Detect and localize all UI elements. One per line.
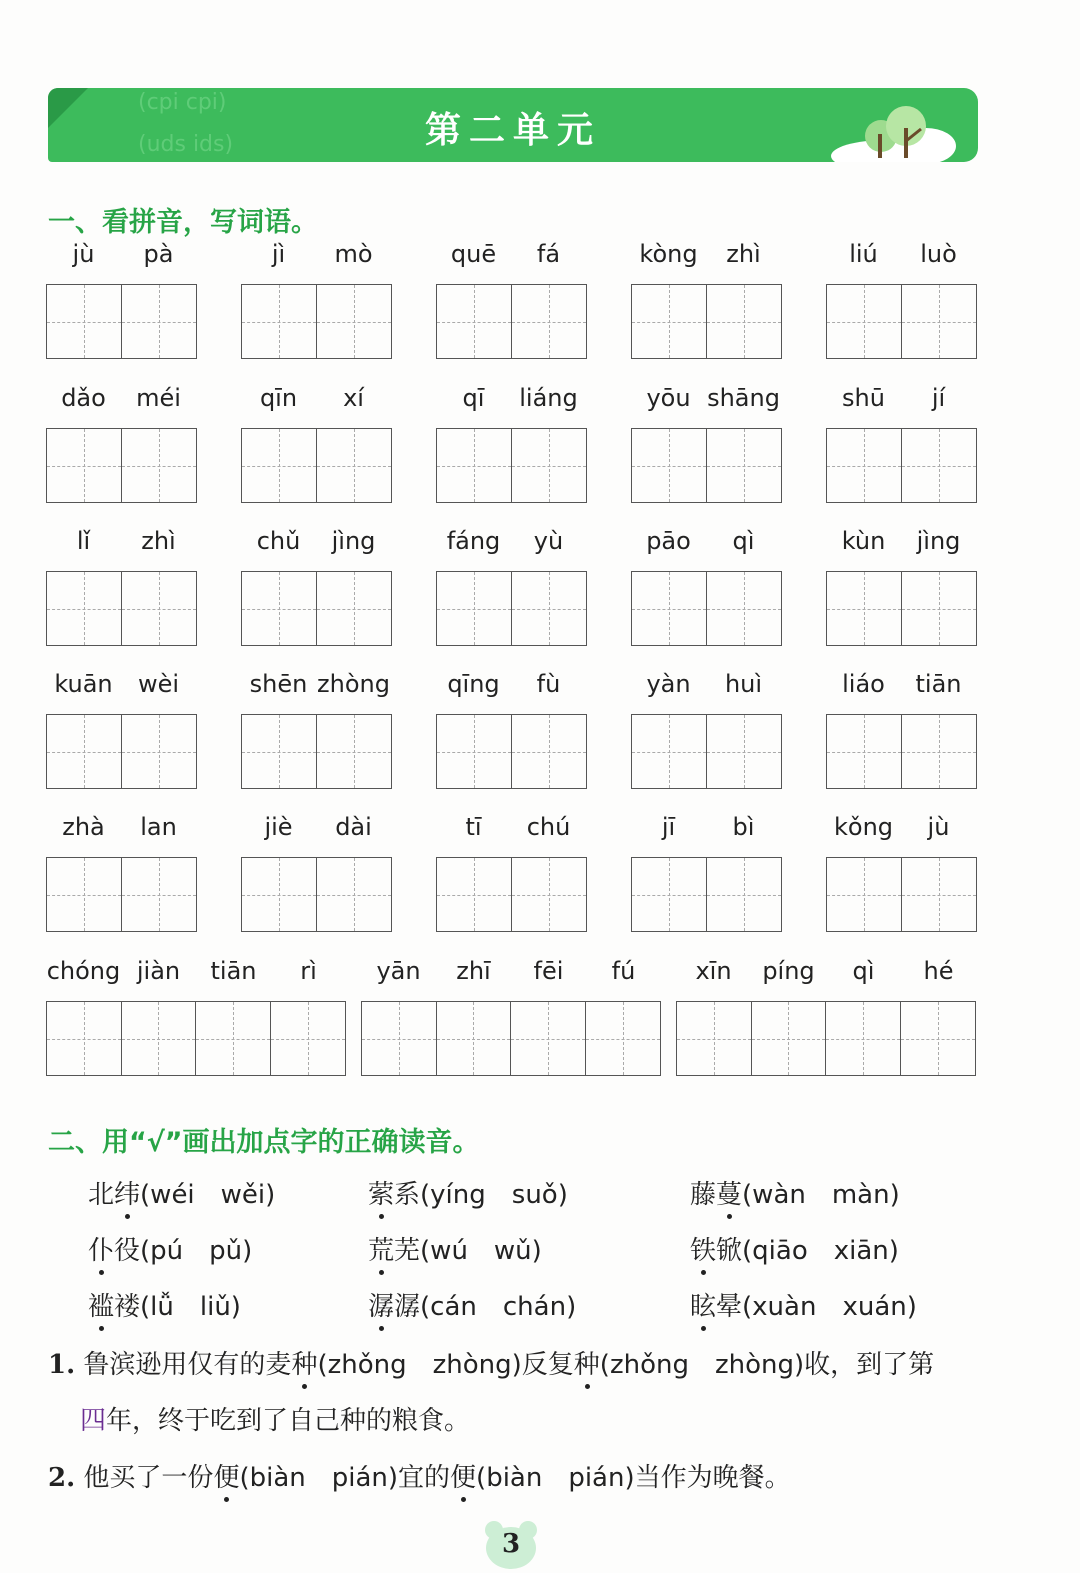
reading-options[interactable]: (wú wǔ) xyxy=(420,1236,542,1266)
pinyin-syllable: rì xyxy=(300,957,317,985)
page-number-badge xyxy=(482,1518,540,1570)
reading-options[interactable]: (pú pǔ) xyxy=(140,1236,253,1266)
sentence-number: 2. xyxy=(48,1463,76,1493)
writing-box-pair[interactable] xyxy=(436,428,587,503)
writing-box-pair[interactable] xyxy=(241,428,392,503)
word-block xyxy=(631,670,782,800)
word-char: 役 xyxy=(114,1236,141,1266)
writing-box-pair[interactable] xyxy=(631,284,782,359)
pinyin-syllable: zhà xyxy=(62,813,105,841)
word-block xyxy=(826,240,977,370)
pinyin-syllable: qì xyxy=(732,527,755,555)
writing-cell[interactable] xyxy=(317,285,392,358)
dotted-char: 纬 xyxy=(114,1174,140,1211)
dotted-char: 眩 xyxy=(690,1286,716,1323)
pinyin-syllable: jìng xyxy=(916,527,961,555)
pinyin-syllable: pāo xyxy=(646,527,691,555)
writing-box-pair[interactable] xyxy=(436,284,587,359)
writing-cell[interactable] xyxy=(707,285,782,358)
writing-box-pair[interactable] xyxy=(436,714,587,789)
word-block xyxy=(826,527,977,657)
writing-cell[interactable] xyxy=(632,858,707,931)
writing-box-pair[interactable] xyxy=(631,714,782,789)
writing-box-pair[interactable] xyxy=(241,857,392,932)
writing-cell[interactable] xyxy=(827,572,902,645)
pinyin-syllable: jù xyxy=(72,240,95,268)
pinyin-syllable: méi xyxy=(136,384,181,412)
dotted-char: 萦 xyxy=(368,1174,394,1211)
pinyin-syllable: zhòng xyxy=(317,670,390,698)
writing-box-quad[interactable] xyxy=(676,1001,976,1076)
pinyin-syllable: qīng xyxy=(447,670,500,698)
writing-cell[interactable] xyxy=(512,858,587,931)
writing-cell[interactable] xyxy=(827,429,902,502)
pinyin-syllable: mò xyxy=(334,240,373,268)
unit-title: 第二单元 xyxy=(424,110,601,151)
writing-cell[interactable] xyxy=(632,572,707,645)
pinyin-syllable: jiàn xyxy=(136,957,181,985)
sentence-1-line2 xyxy=(80,1400,470,1437)
writing-box-pair[interactable] xyxy=(436,571,587,646)
section1-heading: 一、看拼音，写词语。 xyxy=(48,207,318,238)
writing-box-pair[interactable] xyxy=(826,714,977,789)
pinyin-syllable: zhì xyxy=(141,527,176,555)
word-char: 锨 xyxy=(716,1236,743,1266)
writing-cell[interactable] xyxy=(437,1002,512,1075)
writing-box-pair[interactable] xyxy=(826,428,977,503)
banner-faint-text: (uds ids) xyxy=(138,132,234,157)
choice-item xyxy=(368,1174,568,1211)
writing-box-pair[interactable] xyxy=(826,857,977,932)
writing-cell[interactable] xyxy=(271,1002,346,1075)
sentence-options[interactable]: (biàn pián)当作为晚餐。 xyxy=(476,1463,791,1493)
writing-cell[interactable] xyxy=(47,285,122,358)
dotted-char: 便 xyxy=(450,1457,476,1494)
word-block xyxy=(241,384,392,514)
word-char: 芜 xyxy=(394,1236,421,1266)
reading-options[interactable]: (yíng suǒ) xyxy=(420,1180,568,1210)
word-block xyxy=(436,384,587,514)
writing-box-pair[interactable] xyxy=(631,428,782,503)
pinyin-syllable: dǎo xyxy=(61,384,106,412)
pinyin-syllable: shēn xyxy=(249,670,308,698)
pinyin-syllable: jù xyxy=(927,813,950,841)
sentence-1 xyxy=(48,1344,934,1381)
writing-cell[interactable] xyxy=(196,1002,271,1075)
word-char: 褛 xyxy=(114,1292,141,1322)
writing-box-pair[interactable] xyxy=(826,284,977,359)
writing-cell[interactable] xyxy=(707,715,782,788)
sentence-options[interactable]: (zhǒng zhòng)收，到了第 xyxy=(599,1350,935,1380)
sentence-text: 他买了一份 xyxy=(83,1463,214,1493)
word-block xyxy=(46,240,197,370)
pinyin-syllable: shū xyxy=(842,384,885,412)
writing-cell[interactable] xyxy=(586,1002,661,1075)
writing-cell[interactable] xyxy=(47,1002,122,1075)
pinyin-syllable: chóng xyxy=(46,957,121,985)
word-block xyxy=(46,384,197,514)
writing-cell[interactable] xyxy=(122,1002,197,1075)
word-block xyxy=(241,527,392,657)
word-block xyxy=(826,813,977,943)
choice-item xyxy=(690,1286,917,1323)
banner-faint-text: (cpi cpi) xyxy=(138,90,227,115)
pinyin-syllable: yōu xyxy=(646,384,691,412)
writing-box-pair[interactable] xyxy=(631,857,782,932)
word-block xyxy=(436,240,587,370)
choice-item xyxy=(690,1230,899,1267)
writing-cell[interactable] xyxy=(512,429,587,502)
word-block xyxy=(826,384,977,514)
page-number: 3 xyxy=(501,1529,521,1559)
writing-cell[interactable] xyxy=(317,858,392,931)
word-char: 系 xyxy=(394,1180,421,1210)
dotted-char: 荒 xyxy=(368,1230,394,1267)
word-char: 晕 xyxy=(716,1292,743,1322)
choice-item xyxy=(368,1286,576,1323)
pinyin-syllable: quē xyxy=(450,240,497,268)
writing-cell[interactable] xyxy=(437,429,512,502)
pinyin-syllable: qī xyxy=(462,384,485,412)
writing-cell[interactable] xyxy=(632,715,707,788)
pinyin-syllable: lan xyxy=(140,813,177,841)
writing-cell[interactable] xyxy=(707,429,782,502)
dotted-char: 铁 xyxy=(690,1230,716,1267)
pinyin-syllable: chú xyxy=(526,813,571,841)
writing-cell[interactable] xyxy=(827,715,902,788)
writing-cell[interactable] xyxy=(242,715,317,788)
pinyin-syllable: fù xyxy=(536,670,561,698)
pinyin-syllable: kuān xyxy=(54,670,113,698)
dotted-char: 种 xyxy=(574,1344,600,1381)
word-block xyxy=(241,240,392,370)
pinyin-syllable: píng xyxy=(762,957,815,985)
writing-cell[interactable] xyxy=(437,858,512,931)
writing-cell[interactable] xyxy=(902,429,977,502)
writing-box-quad[interactable] xyxy=(361,1001,661,1076)
pinyin-syllable: bì xyxy=(732,813,755,841)
writing-cell[interactable] xyxy=(512,715,587,788)
pinyin-syllable: liú xyxy=(849,240,878,268)
sentence-2 xyxy=(48,1457,791,1494)
writing-cell[interactable] xyxy=(317,429,392,502)
word-block xyxy=(436,670,587,800)
pinyin-syllable: tiān xyxy=(915,670,962,698)
pinyin-syllable: kòng xyxy=(639,240,698,268)
choice-item xyxy=(88,1174,275,1211)
writing-cell[interactable] xyxy=(437,715,512,788)
pinyin-syllable: jī xyxy=(661,813,676,841)
pinyin-syllable: dài xyxy=(335,813,372,841)
word-char: 北 xyxy=(88,1180,115,1210)
sentence-text: 鲁滨逊用仅有的麦 xyxy=(83,1350,292,1380)
writing-cell[interactable] xyxy=(437,285,512,358)
writing-cell[interactable] xyxy=(362,1002,437,1075)
word-block xyxy=(46,670,197,800)
writing-box-pair[interactable] xyxy=(46,714,197,789)
writing-cell[interactable] xyxy=(826,1002,901,1075)
pinyin-syllable: hé xyxy=(923,957,954,985)
pinyin-syllable: fú xyxy=(611,957,636,985)
pinyin-syllable: liáo xyxy=(842,670,885,698)
dotted-char: 便 xyxy=(213,1457,239,1494)
writing-cell[interactable] xyxy=(902,285,977,358)
pinyin-syllable: qì xyxy=(852,957,875,985)
dotted-char: 仆 xyxy=(88,1230,114,1267)
purple-char: 四 xyxy=(80,1406,107,1436)
pinyin-syllable: wèi xyxy=(137,670,180,698)
word-block xyxy=(631,813,782,943)
writing-cell[interactable] xyxy=(47,858,122,931)
pinyin-syllable: fēi xyxy=(533,957,564,985)
writing-cell[interactable] xyxy=(242,285,317,358)
writing-box-pair[interactable] xyxy=(46,857,197,932)
word-block xyxy=(631,240,782,370)
writing-cell[interactable] xyxy=(47,429,122,502)
writing-cell[interactable] xyxy=(317,572,392,645)
pinyin-syllable: zhī xyxy=(456,957,491,985)
choice-item xyxy=(690,1174,900,1211)
writing-cell[interactable] xyxy=(317,715,392,788)
word-block xyxy=(436,813,587,943)
writing-cell[interactable] xyxy=(122,715,197,788)
writing-box-pair[interactable] xyxy=(436,857,587,932)
pinyin-syllable: jiè xyxy=(264,813,293,841)
word-block-long xyxy=(46,957,346,1087)
writing-cell[interactable] xyxy=(437,572,512,645)
writing-cell[interactable] xyxy=(707,858,782,931)
pinyin-syllable: xí xyxy=(343,384,364,412)
writing-cell[interactable] xyxy=(122,429,197,502)
writing-cell[interactable] xyxy=(242,858,317,931)
writing-cell[interactable] xyxy=(512,285,587,358)
writing-cell[interactable] xyxy=(122,285,197,358)
writing-cell[interactable] xyxy=(827,858,902,931)
writing-box-pair[interactable] xyxy=(631,571,782,646)
reading-options[interactable]: (wàn màn) xyxy=(742,1180,900,1210)
reading-options[interactable]: (xuàn xuán) xyxy=(742,1292,917,1322)
writing-cell[interactable] xyxy=(47,572,122,645)
pinyin-syllable: zhì xyxy=(726,240,761,268)
dotted-char: 潺 xyxy=(368,1286,394,1323)
writing-box-pair[interactable] xyxy=(46,284,197,359)
writing-cell[interactable] xyxy=(512,572,587,645)
pinyin-syllable: chǔ xyxy=(256,527,301,555)
word-block xyxy=(826,670,977,800)
writing-cell[interactable] xyxy=(677,1002,752,1075)
word-block xyxy=(631,384,782,514)
writing-box-pair[interactable] xyxy=(46,428,197,503)
reading-options[interactable]: (lǚ liǔ) xyxy=(140,1292,241,1322)
word-block-long xyxy=(676,957,976,1087)
pinyin-syllable: yān xyxy=(376,957,421,985)
word-char: 藤 xyxy=(690,1180,717,1210)
sentence-text: 年，终于吃到了自己种的粮食。 xyxy=(106,1406,471,1436)
writing-cell[interactable] xyxy=(902,858,977,931)
choice-item xyxy=(368,1230,542,1267)
tree-cloud-icon xyxy=(826,96,966,162)
word-block xyxy=(46,813,197,943)
writing-cell[interactable] xyxy=(47,715,122,788)
pinyin-syllable: lǐ xyxy=(76,527,91,555)
choice-item xyxy=(88,1230,252,1267)
writing-cell[interactable] xyxy=(901,1002,976,1075)
pinyin-syllable: luò xyxy=(920,240,957,268)
pinyin-syllable: fá xyxy=(536,240,561,268)
pinyin-syllable: yù xyxy=(533,527,564,555)
sentence-number: 1. xyxy=(48,1350,76,1380)
writing-cell[interactable] xyxy=(827,285,902,358)
pinyin-syllable: xīn xyxy=(695,957,732,985)
writing-cell[interactable] xyxy=(122,858,197,931)
word-block xyxy=(436,527,587,657)
dotted-char: 褴 xyxy=(88,1286,114,1323)
writing-box-quad[interactable] xyxy=(46,1001,346,1076)
writing-cell[interactable] xyxy=(707,572,782,645)
sentence-options[interactable]: (biàn pián)宜的 xyxy=(239,1463,451,1493)
dotted-char: 种 xyxy=(291,1344,317,1381)
pinyin-syllable: liáng xyxy=(519,384,578,412)
reading-options[interactable]: (wéi wěi) xyxy=(140,1180,276,1210)
pinyin-syllable: huì xyxy=(724,670,763,698)
pinyin-syllable: shāng xyxy=(707,384,780,412)
pinyin-syllable: kùn xyxy=(841,527,886,555)
writing-cell[interactable] xyxy=(511,1002,586,1075)
writing-cell[interactable] xyxy=(122,572,197,645)
writing-cell[interactable] xyxy=(242,572,317,645)
word-block-long xyxy=(361,957,661,1087)
writing-box-pair[interactable] xyxy=(241,571,392,646)
pinyin-syllable: jì xyxy=(271,240,286,268)
writing-box-pair[interactable] xyxy=(826,571,977,646)
word-block xyxy=(241,670,392,800)
pinyin-syllable: jí xyxy=(931,384,946,412)
dotted-char: 蔓 xyxy=(716,1174,742,1211)
choice-item xyxy=(88,1286,241,1323)
pinyin-syllable: tī xyxy=(465,813,482,841)
section2-heading: 二、用“√”画出加点字的正确读音。 xyxy=(48,1127,480,1158)
word-block xyxy=(241,813,392,943)
writing-cell[interactable] xyxy=(632,429,707,502)
sentence-options[interactable]: (zhǒng zhòng)反复 xyxy=(317,1350,574,1380)
writing-cell[interactable] xyxy=(902,715,977,788)
writing-cell[interactable] xyxy=(902,572,977,645)
writing-box-pair[interactable] xyxy=(241,284,392,359)
pinyin-syllable: pà xyxy=(143,240,174,268)
pinyin-syllable: kǒng xyxy=(833,813,894,841)
writing-box-pair[interactable] xyxy=(46,571,197,646)
pinyin-syllable: jìng xyxy=(331,527,376,555)
word-block xyxy=(631,527,782,657)
reading-options[interactable]: (qiāo xiān) xyxy=(742,1236,899,1266)
word-char: 潺 xyxy=(394,1292,421,1322)
writing-cell[interactable] xyxy=(752,1002,827,1075)
writing-cell[interactable] xyxy=(632,285,707,358)
writing-cell[interactable] xyxy=(242,429,317,502)
unit-banner xyxy=(48,88,978,162)
pinyin-syllable: qīn xyxy=(259,384,298,412)
writing-box-pair[interactable] xyxy=(241,714,392,789)
reading-options[interactable]: (cán chán) xyxy=(420,1292,577,1322)
pinyin-syllable: tiān xyxy=(210,957,257,985)
word-block xyxy=(46,527,197,657)
pinyin-syllable: yàn xyxy=(646,670,691,698)
pinyin-syllable: fáng xyxy=(446,527,501,555)
